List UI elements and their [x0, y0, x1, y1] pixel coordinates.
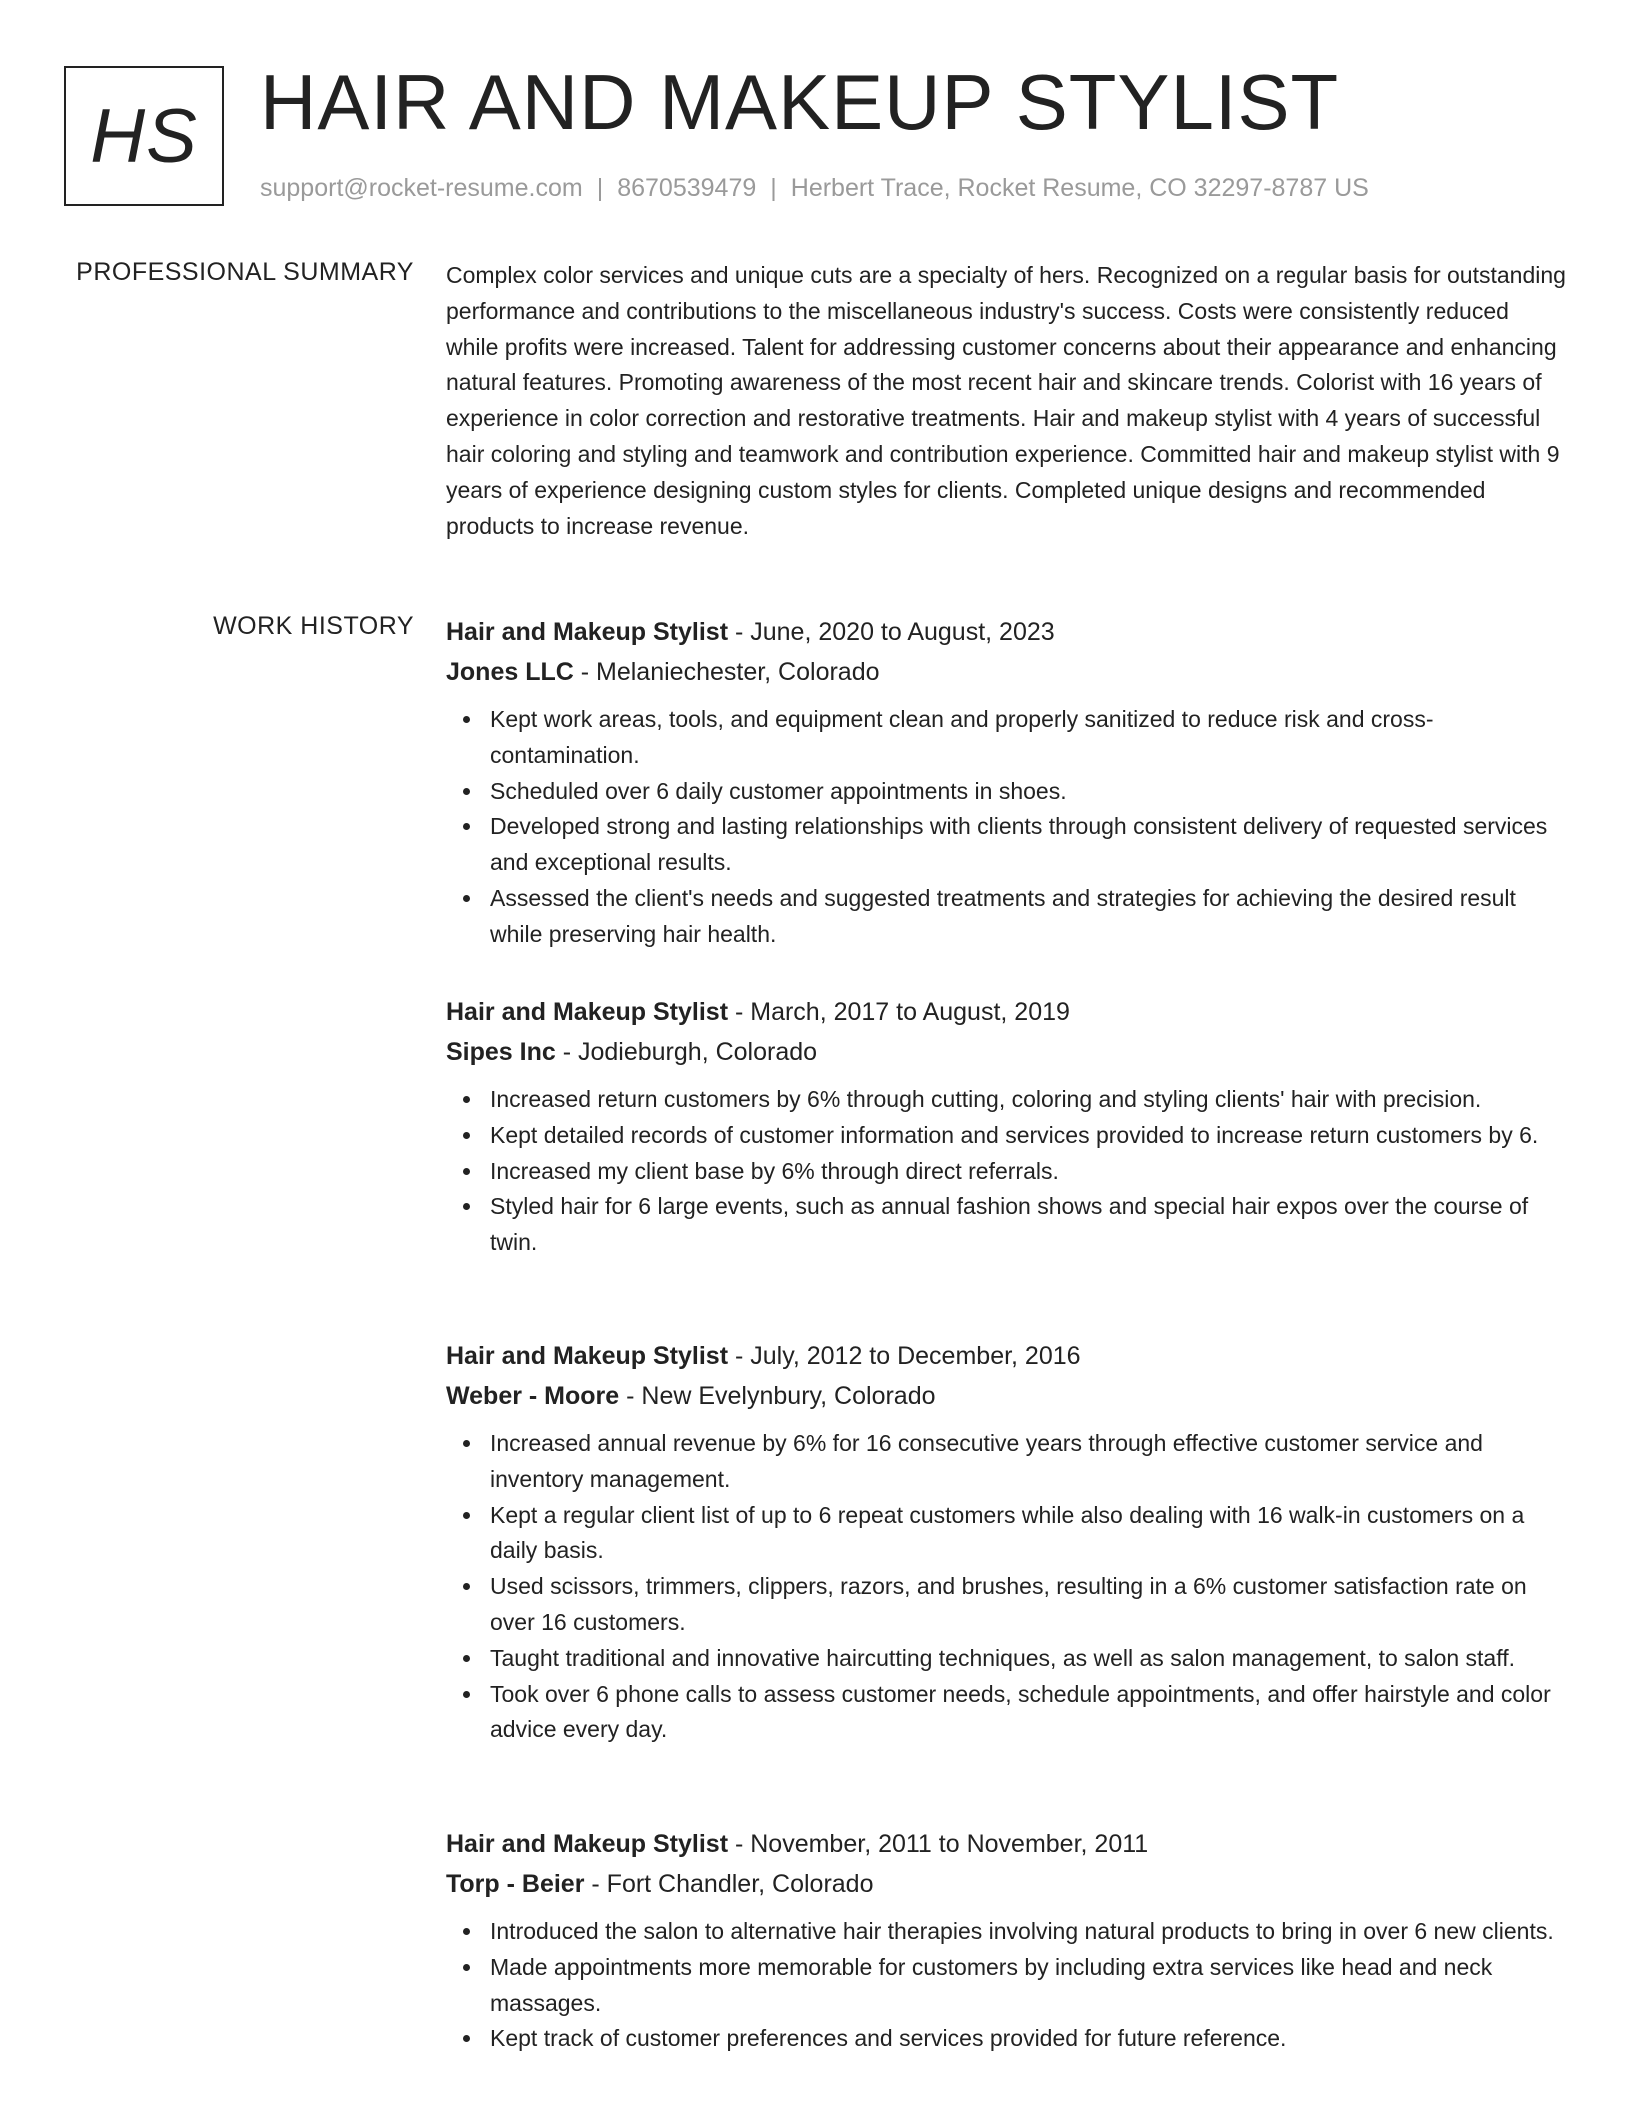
job-bullet: Kept detailed records of customer information and services provided to increase return customers by 6.: [490, 1118, 1566, 1154]
monogram-logo: [64, 66, 224, 206]
contact-separator: |: [770, 174, 777, 202]
job-bullet: Kept work areas, tools, and equipment clean and properly sanitized to reduce risk and cross-contamination.: [490, 702, 1566, 774]
job-title: Hair and Makeup Stylist: [446, 618, 729, 646]
job-bullet: Made appointments more memorable for customers by including extra services like head and neck massages.: [490, 1950, 1566, 2022]
job-entry: [446, 992, 1566, 1261]
job-title-line: [446, 612, 1566, 652]
summary-label: PROFESSIONAL SUMMARY: [76, 258, 414, 286]
contact-address: Herbert Trace, Rocket Resume, CO 32297-8787 US: [790, 174, 1369, 202]
job-bullet: Used scissors, trimmers, clippers, razors, and brushes, resulting in a 6% customer satisfaction rate on over 16 customers.: [490, 1569, 1566, 1641]
job-company-line: [446, 1864, 1566, 1904]
job-bullets: [446, 702, 1566, 953]
job-bullet: Introduced the salon to alternative hair therapies involving natural products to bring in over 6 new clients.: [490, 1914, 1566, 1950]
contact-email[interactable]: support@rocket-resume.com: [260, 174, 583, 202]
monogram-initials: HS: [90, 93, 198, 179]
job-location: - Melaniechester, Colorado: [573, 658, 880, 686]
contact-phone[interactable]: 8670539479: [617, 174, 757, 202]
job-bullet: Increased return customers by 6% through cutting, coloring and styling clients' hair with precision.: [490, 1082, 1566, 1118]
job-bullet: Increased my client base by 6% through direct referrals.: [490, 1154, 1566, 1190]
summary-body: [446, 258, 1566, 544]
job-bullets: [446, 1914, 1566, 2057]
contact-separator: |: [596, 174, 604, 202]
job-location: - Jodieburgh, Colorado: [555, 1038, 818, 1066]
job-company-line: [446, 1376, 1566, 1416]
job-company: Weber - Moore: [446, 1382, 620, 1410]
job-entry: [446, 612, 1566, 953]
resume-title: HAIR AND MAKEUP STYLIST: [260, 58, 1340, 146]
job-entry: [446, 1824, 1566, 2057]
job-bullet: Assessed the client's needs and suggested treatments and strategies for achieving the desired result while preserving hair health.: [490, 881, 1566, 953]
job-dates: - November, 2011 to November, 2011: [728, 1830, 1149, 1858]
job-location: - Fort Chandler, Colorado: [584, 1870, 874, 1898]
work-history-label: WORK HISTORY: [213, 612, 414, 640]
job-bullet: Kept track of customer preferences and services provided for future reference.: [490, 2021, 1566, 2057]
job-bullet: Scheduled over 6 daily customer appointments in shoes.: [490, 774, 1566, 810]
job-bullets: [446, 1426, 1566, 1748]
job-company: Jones LLC: [446, 658, 574, 686]
contact-line: [260, 174, 1369, 203]
job-location: - New Evelynbury, Colorado: [619, 1382, 936, 1410]
job-title-line: [446, 992, 1566, 1032]
job-bullet: Kept a regular client list of up to 6 repeat customers while also dealing with 16 walk-in customers on a daily basis.: [490, 1498, 1566, 1570]
job-bullet: Increased annual revenue by 6% for 16 consecutive years through effective customer service and inventory management.: [490, 1426, 1566, 1498]
job-dates: - July, 2012 to December, 2016: [728, 1342, 1081, 1370]
job-title-line: [446, 1824, 1566, 1864]
job-bullets: [446, 1082, 1566, 1261]
job-dates: - March, 2017 to August, 2019: [728, 998, 1070, 1026]
job-entry: [446, 1336, 1566, 1748]
job-dates: - June, 2020 to August, 2023: [728, 618, 1055, 646]
job-title: Hair and Makeup Stylist: [446, 1830, 729, 1858]
job-title: Hair and Makeup Stylist: [446, 1342, 729, 1370]
job-company-line: [446, 1032, 1566, 1072]
job-title: Hair and Makeup Stylist: [446, 998, 729, 1026]
summary-text: Complex color services and unique cuts are a specialty of hers. Recognized on a regular basis for outstanding performance and contributions to the miscellaneous industry's success. Costs were consistently reduced while profits were increased. Talent for addressing customer concerns about their appearance and enhancing natural features. Promoting awareness of the most recent hair and skincare trends. Colorist with 16 years of experience in color correction and restorative treatments. Hair and makeup stylist with 4 years of successful hair coloring and styling and teamwork and contribution experience. Committed hair and makeup stylist with 9 years of experience designing custom styles for clients. Completed unique designs and recommended products to increase revenue.: [446, 262, 1566, 539]
job-bullet: Taught traditional and innovative haircutting techniques, as well as salon management, to salon staff.: [490, 1641, 1566, 1677]
job-title-line: [446, 1336, 1566, 1376]
job-company: Torp - Beier: [446, 1870, 585, 1898]
job-bullet: Took over 6 phone calls to assess customer needs, schedule appointments, and offer hairstyle and color advice every day.: [490, 1677, 1566, 1749]
job-company: Sipes Inc: [446, 1038, 556, 1066]
job-company-line: [446, 652, 1566, 692]
job-bullet: Developed strong and lasting relationships with clients through consistent delivery of requested services and exceptional results.: [490, 809, 1566, 881]
job-bullet: Styled hair for 6 large events, such as annual fashion shows and special hair expos over the course of twin.: [490, 1189, 1566, 1261]
